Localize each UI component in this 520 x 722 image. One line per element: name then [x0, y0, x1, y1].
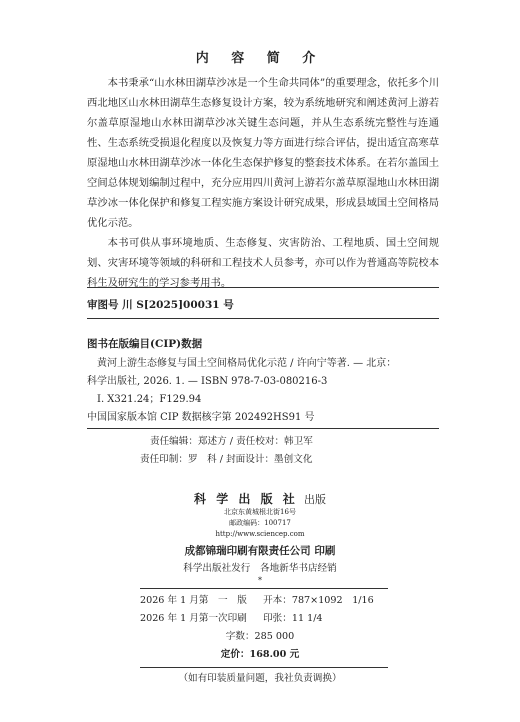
publisher-suffix: 出版	[303, 493, 326, 506]
credit-line: 责任印制：罗 科 / 封面设计：墨创文化	[140, 454, 313, 465]
price-section	[0, 628, 520, 664]
divider	[87, 318, 439, 319]
credit-line: 责任编辑：郑述方 / 责任校对：韩卫军	[150, 436, 313, 447]
edition-row	[140, 610, 374, 628]
divider	[140, 588, 388, 589]
divider	[87, 287, 439, 288]
map-approval-number: 审图号 川 S[2025]00031 号	[87, 299, 234, 311]
printer-line: 成都锦瑞印刷有限责任公司 印刷	[184, 545, 336, 557]
publisher-postcode: 邮政编码：100717	[229, 519, 291, 527]
publisher-address: 北京东黄城根北街16号	[224, 508, 296, 516]
edition-info	[140, 592, 374, 628]
cip-line: 中国国家版本馆 CIP 数据核字第 202492HS91 号	[87, 412, 315, 423]
separator-star: *	[258, 576, 262, 585]
publisher-logo-text: 科 学 出 版 社	[194, 492, 298, 506]
intro-paragraph: 本书可供从事环境地质、生态修复、灾害防治、工程地质、国土空间规划、灾害环境等领域的科研和工程技术人员参考，亦可以作为普通高等院校本科生及研究生的学习参考用书。	[87, 237, 439, 289]
cip-heading: 图书在版编目(CIP)数据	[87, 338, 203, 350]
publisher-name	[0, 490, 520, 507]
cip-line: Ⅰ. X321.24；F129.94	[97, 394, 202, 405]
edition-row	[140, 592, 374, 610]
intro-paragraph: 本书秉承“山水林田湖草沙冰是一个生命共同体”的重要理念，依托多个川西北地区山水林田湖草生态修复设计方案，较为系统地研究和阐述黄河上游若尔盖草原湿地山水林田湖草沙冰关键生态问题，并从生态系统完整性与连通性、生态系统受损退化程度以及恢复力等方面进行综合评估，提出适宜高寒草原湿地山水林田湖草沙冰一体化生态保护修复的整套技术体系。在若尔盖国土空间总体规划编制过程中，充分应用四川黄河上游若尔盖草原湿地山水林田湖草沙冰一体化保护和修复工程实施方案设计研究成果，形成县域国土空间格局优化示范。	[87, 77, 439, 229]
page-title: 内 容 简 介	[195, 51, 325, 66]
print-date: 2026 年 1 月第一次印刷	[140, 613, 247, 624]
divider	[140, 667, 388, 668]
sheets-info: 印张：11 1/4	[263, 613, 323, 624]
quality-note: （如有印装质量问题，我社负责调换）	[178, 673, 342, 684]
intro-section	[87, 73, 439, 293]
cip-line: 黄河上游生态修复与国土空间格局优化示范 / 许向宁等著. — 北京：	[97, 358, 397, 369]
publisher-website[interactable]: http://www.sciencep.com	[215, 530, 305, 538]
cip-record	[87, 355, 442, 427]
format-info: 开本：787×1092 1/16	[263, 595, 374, 606]
cip-line: 科学出版社, 2026. 1. — ISBN 978-7-03-080216-3	[87, 376, 328, 387]
edition-date: 2026 年 1 月第 一 版	[140, 595, 247, 606]
divider	[87, 428, 439, 429]
price: 定价：168.00 元	[220, 649, 300, 660]
word-count: 字数：285 000	[225, 631, 295, 642]
distribution-line: 科学出版社发行 各地新华书店经销	[183, 563, 337, 574]
editorial-credits	[140, 433, 440, 469]
